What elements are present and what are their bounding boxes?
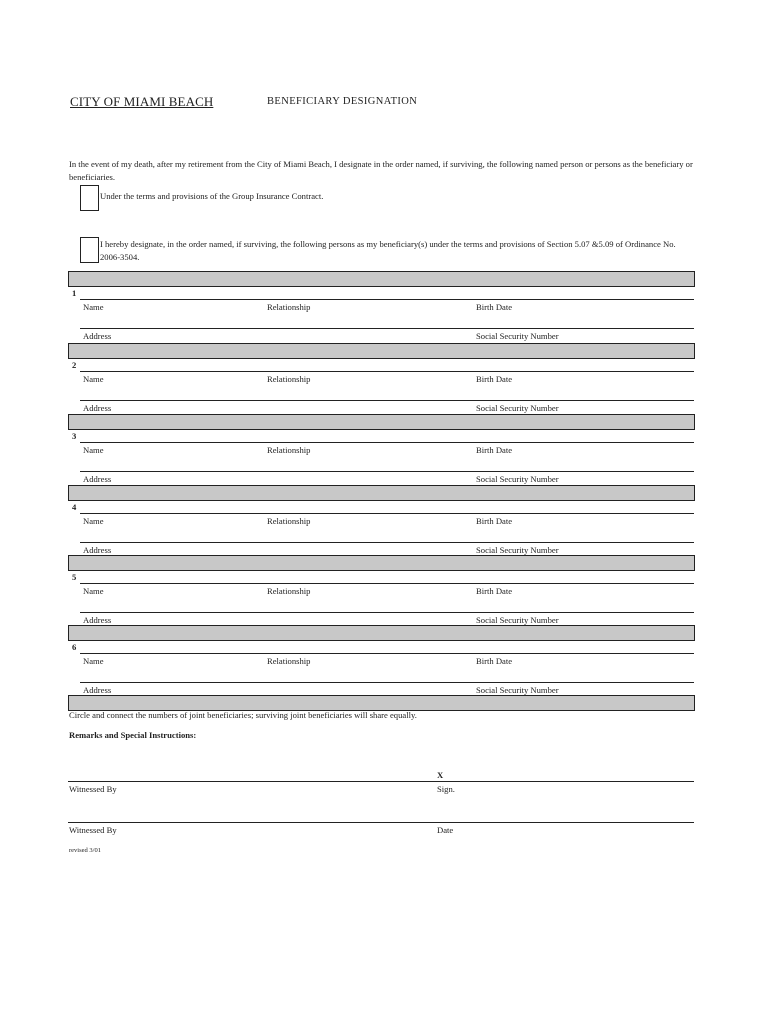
name-entry-line[interactable] [80, 583, 694, 584]
address-entry-line[interactable] [80, 682, 694, 683]
name-label: Name [83, 302, 104, 312]
address-label: Address [83, 615, 112, 625]
remarks-label: Remarks and Special Instructions: [69, 730, 197, 740]
beneficiary-number: 5 [72, 572, 77, 582]
witnessed-by-label-1: Witnessed By [69, 784, 117, 794]
ssn-label: Social Security Number [476, 685, 559, 695]
ssn-label: Social Security Number [476, 474, 559, 484]
signature-x-mark: X [437, 770, 444, 780]
name-entry-line[interactable] [80, 442, 694, 443]
ssn-label: Social Security Number [476, 403, 559, 413]
option-group-insurance-checkbox[interactable] [80, 185, 99, 211]
address-label: Address [83, 331, 112, 341]
address-label: Address [83, 545, 112, 555]
joint-beneficiaries-note: Circle and connect the numbers of joint beneficiaries; surviving joint beneficiaries will share equally. [69, 710, 417, 720]
revision-note: revised 3/01 [69, 847, 101, 854]
sign-label: Sign. [437, 784, 455, 794]
ssn-label: Social Security Number [476, 615, 559, 625]
beneficiary-band [68, 485, 695, 501]
address-entry-line[interactable] [80, 612, 694, 613]
ssn-label: Social Security Number [476, 545, 559, 555]
address-label: Address [83, 403, 112, 413]
relationship-label: Relationship [267, 516, 311, 526]
address-entry-line[interactable] [80, 400, 694, 401]
intro-text: In the event of my death, after my retirement from the City of Miami Beach, I designate in the order named, if surviving, the following named person or persons as the beneficiary or beneficiaries. [69, 159, 693, 182]
name-label: Name [83, 586, 104, 596]
relationship-label: Relationship [267, 586, 311, 596]
form-title: BENEFICIARY DESIGNATION [267, 96, 418, 107]
birth-date-label: Birth Date [476, 656, 513, 666]
name-entry-line[interactable] [80, 513, 694, 514]
ssn-label: Social Security Number [476, 331, 559, 341]
option-group-insurance-label: Under the terms and provisions of the Group Insurance Contract. [100, 191, 324, 201]
name-entry-line[interactable] [80, 299, 694, 300]
city-title: CITY OF MIAMI BEACH [70, 94, 214, 109]
address-entry-line[interactable] [80, 328, 694, 329]
beneficiary-number: 3 [72, 431, 77, 441]
birth-date-label: Birth Date [476, 516, 513, 526]
beneficiary-band [68, 414, 695, 430]
beneficiary-band [68, 271, 695, 287]
relationship-label: Relationship [267, 445, 311, 455]
name-entry-line[interactable] [80, 371, 694, 372]
beneficiary-band [68, 343, 695, 359]
signature-line-2[interactable] [68, 822, 694, 823]
name-label: Name [83, 445, 104, 455]
option-ordinance-label: I hereby designate, in the order named, if surviving, the following persons as my beneficiary(s) under the terms and provisions of Section 5.07 &5.09 of Ordinance No. 2006-3504. [100, 239, 676, 262]
option-ordinance-checkbox[interactable] [80, 237, 99, 263]
beneficiary-number: 1 [72, 288, 77, 298]
signature-line-1[interactable] [68, 781, 694, 782]
address-label: Address [83, 474, 112, 484]
relationship-label: Relationship [267, 374, 311, 384]
birth-date-label: Birth Date [476, 302, 513, 312]
relationship-label: Relationship [267, 656, 311, 666]
address-entry-line[interactable] [80, 542, 694, 543]
section-divider-band [68, 695, 695, 711]
name-label: Name [83, 516, 104, 526]
witnessed-by-label-2: Witnessed By [69, 825, 117, 835]
address-entry-line[interactable] [80, 471, 694, 472]
address-label: Address [83, 685, 112, 695]
beneficiary-band [68, 555, 695, 571]
birth-date-label: Birth Date [476, 374, 513, 384]
name-label: Name [83, 656, 104, 666]
relationship-label: Relationship [267, 302, 311, 312]
birth-date-label: Birth Date [476, 445, 513, 455]
beneficiary-band [68, 625, 695, 641]
date-label: Date [437, 825, 454, 835]
beneficiary-number: 6 [72, 642, 77, 652]
beneficiary-number: 4 [72, 502, 77, 512]
name-entry-line[interactable] [80, 653, 694, 654]
birth-date-label: Birth Date [476, 586, 513, 596]
name-label: Name [83, 374, 104, 384]
beneficiary-number: 2 [72, 360, 77, 370]
